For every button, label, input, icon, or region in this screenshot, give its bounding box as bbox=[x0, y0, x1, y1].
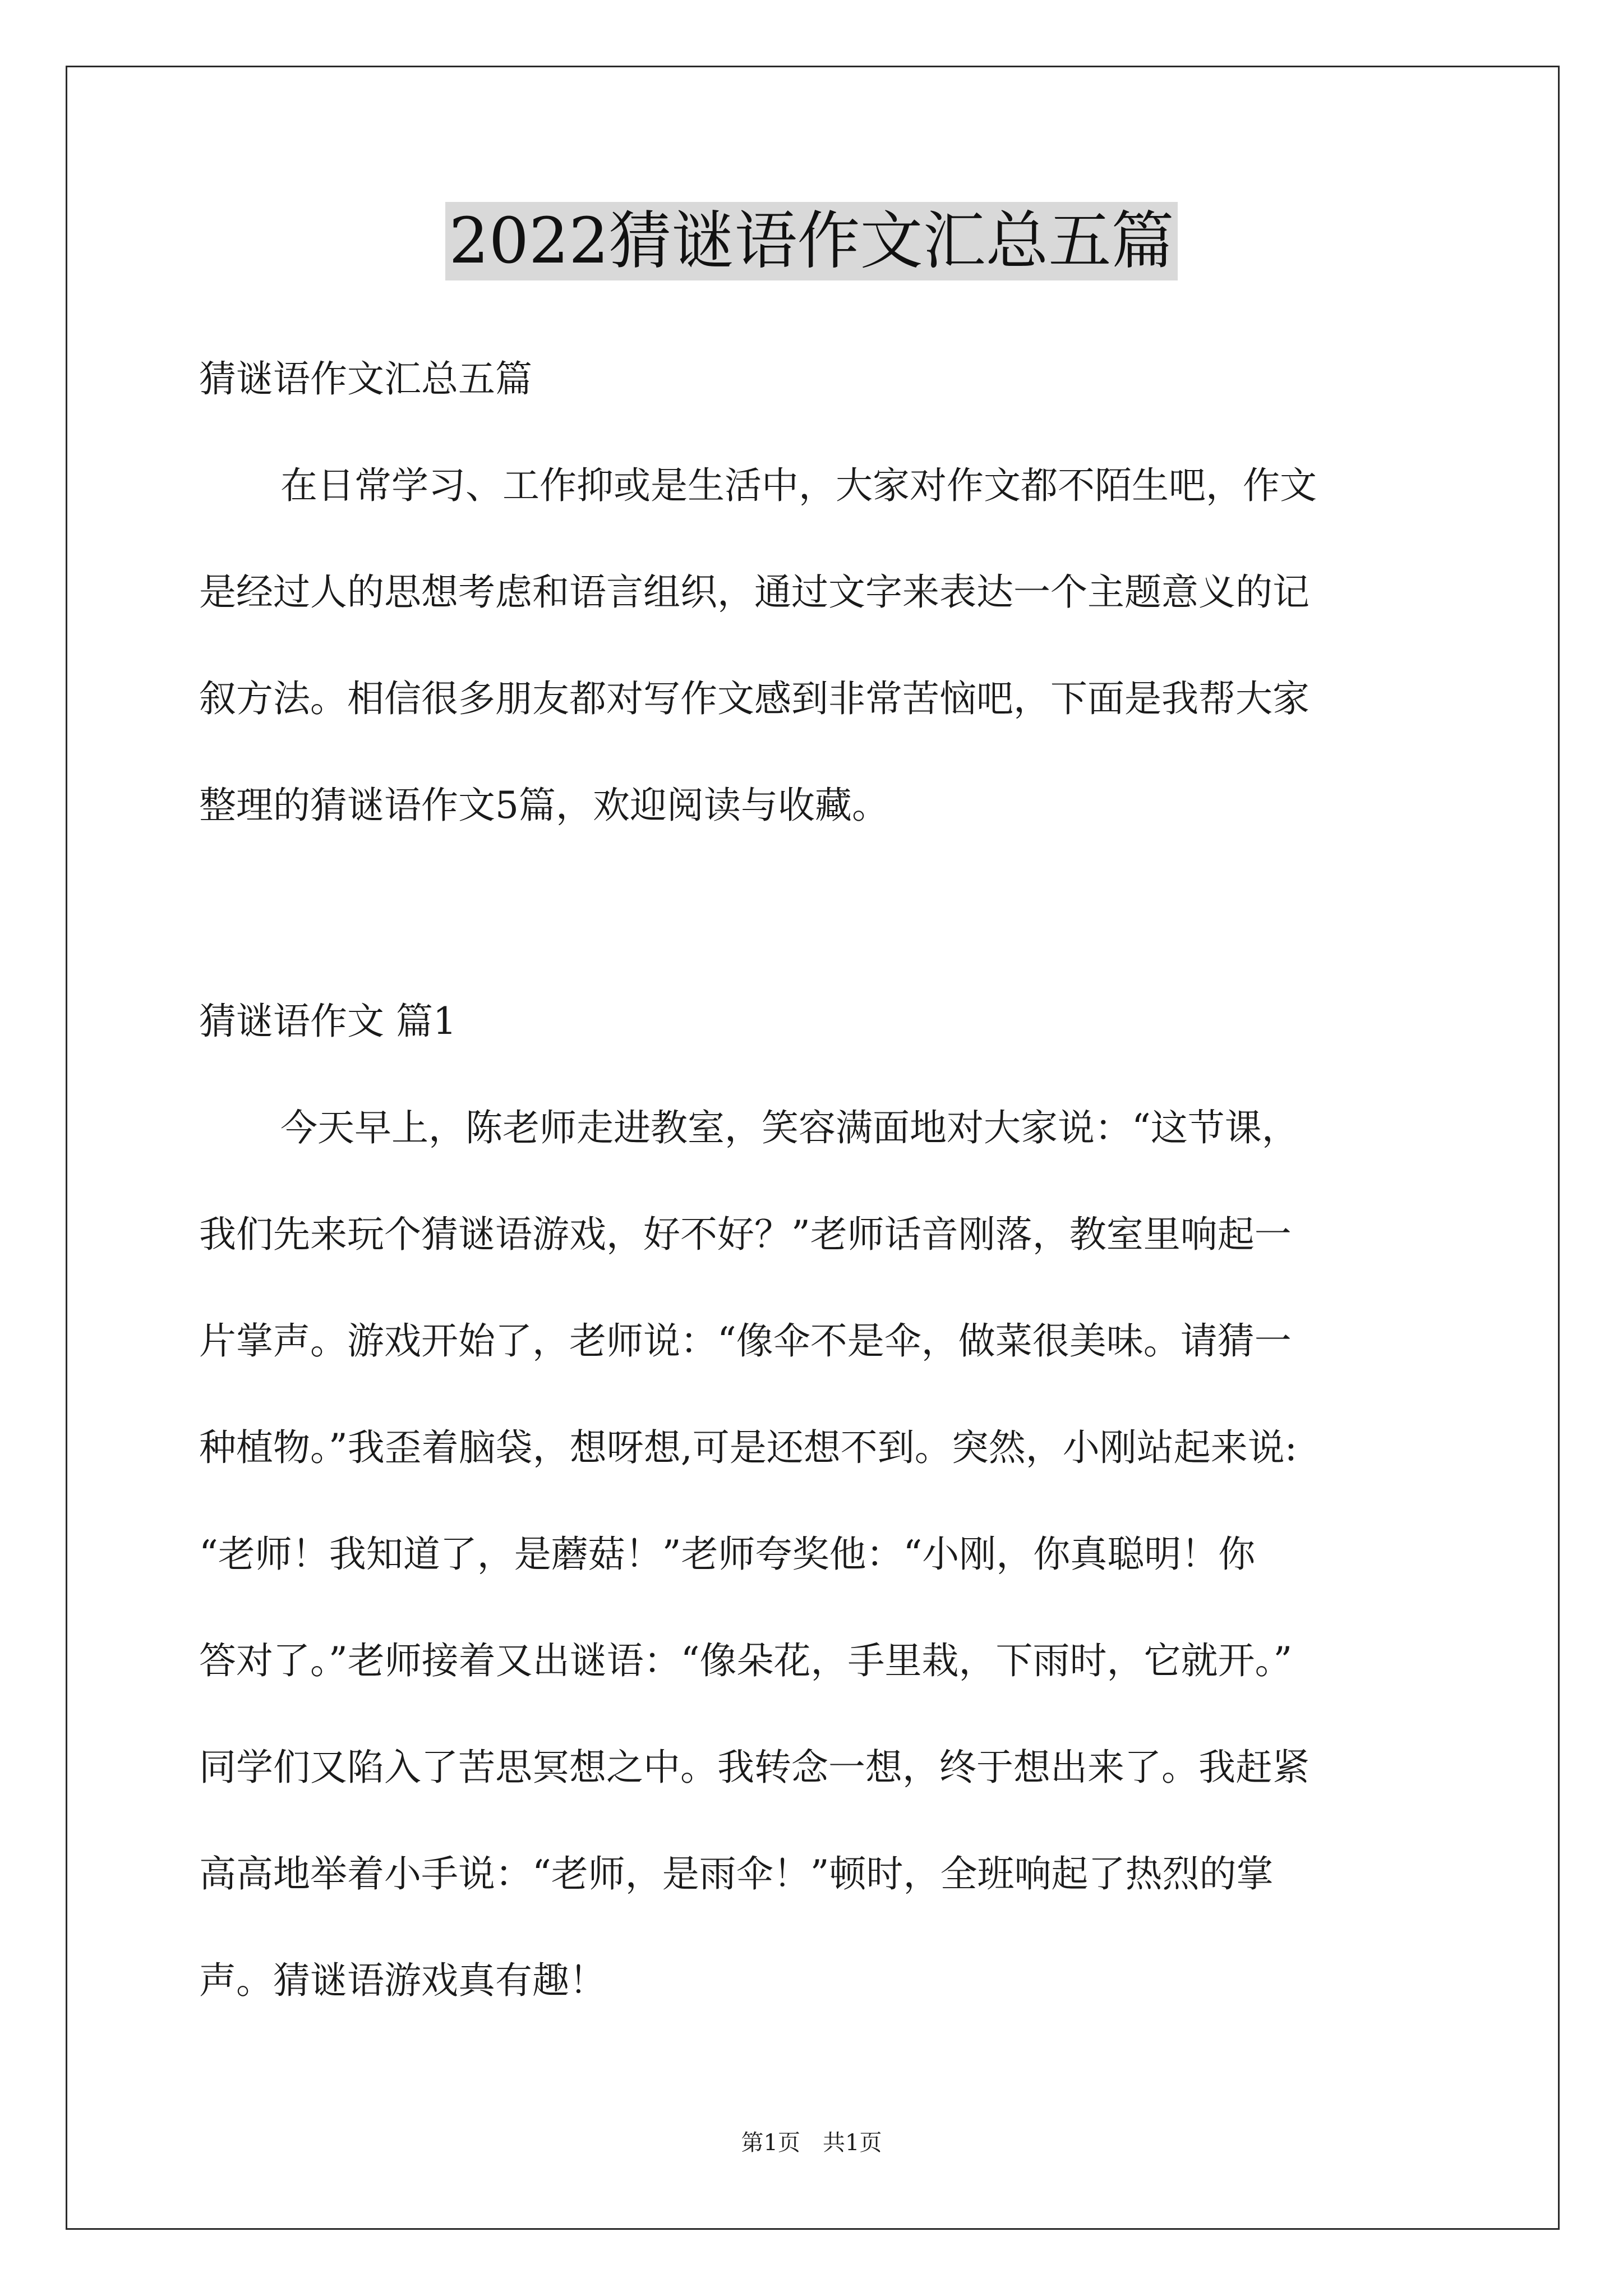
title-container bbox=[0, 202, 1623, 280]
intro-line-2: 是经过人的思想考虑和语言组织，通过文字来表达一个主题意义的记 bbox=[199, 570, 1310, 614]
body-line-7: 同学们又陷入了苦思冥想之中。我转念一想，终于想出来了。我赶紧 bbox=[199, 1746, 1310, 1789]
body-line-1: 今天早上，陈老师走进教室，笑容满面地对大家说：“这节课， bbox=[280, 1106, 1299, 1149]
page-total: 共1页 bbox=[823, 2130, 882, 2156]
body-line-3: 片掌声。游戏开始了，老师说：“像伞不是伞，做菜很美味。请猜一 bbox=[199, 1319, 1292, 1363]
section-heading: 猜谜语作文 篇1 bbox=[199, 1000, 457, 1043]
body-line-5: “老师！我知道了，是蘑菇！”老师夸奖他：“小刚，你真聪明！你 bbox=[199, 1533, 1256, 1576]
intro-line-4: 整理的猜谜语作文5篇，欢迎阅读与收藏。 bbox=[199, 784, 889, 827]
body-line-9: 声。猜谜语游戏真有趣！ bbox=[199, 1959, 606, 2002]
page-footer bbox=[0, 2126, 1623, 2160]
document-title: 2022猜谜语作文汇总五篇 bbox=[445, 202, 1177, 280]
body-line-8: 高高地举着小手说：“老师，是雨伞！”顿时，全班响起了热烈的掌 bbox=[199, 1852, 1274, 1895]
body-line-2: 我们先来玩个猜谜语游戏，好不好？”老师话音刚落，教室里响起一 bbox=[199, 1213, 1292, 1256]
intro-line-3: 叙方法。相信很多朋友都对写作文感到非常苦恼吧，下面是我帮大家 bbox=[199, 677, 1310, 720]
body-line-4: 种植物。”我歪着脑袋，想呀想,可是还想不到。突然，小刚站起来说: bbox=[199, 1426, 1297, 1469]
page-number: 第1页 bbox=[741, 2130, 800, 2156]
intro-line-1: 在日常学习、工作抑或是生活中，大家对作文都不陌生吧，作文 bbox=[280, 464, 1317, 507]
document-subtitle: 猜谜语作文汇总五篇 bbox=[199, 357, 532, 401]
body-line-6: 答对了。”老师接着又出谜语：“像朵花，手里栽，下雨时，它就开。” bbox=[199, 1639, 1293, 1682]
